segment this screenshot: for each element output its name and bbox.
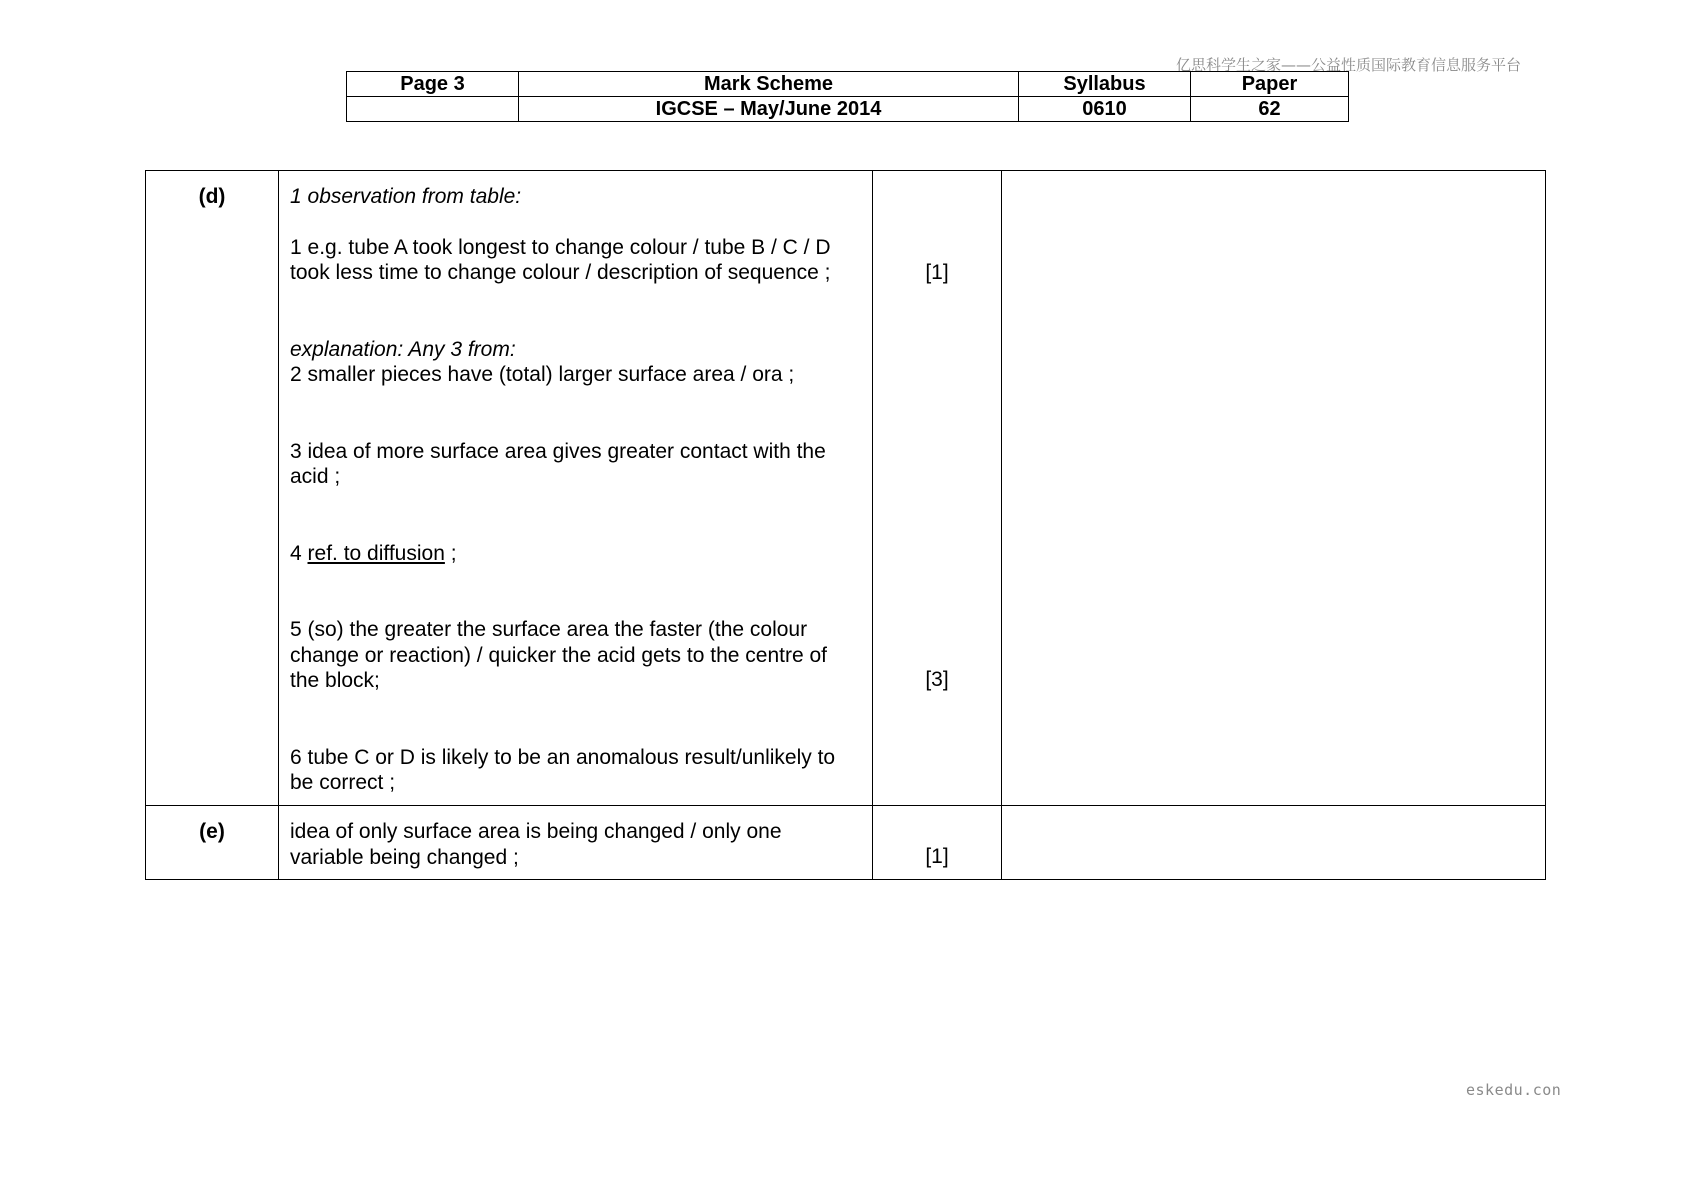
point-2: 2 smaller pieces have (total) larger surface area / ora ; bbox=[290, 363, 795, 386]
mark-d-2: [3] bbox=[925, 668, 949, 691]
question-label-d: (d) bbox=[146, 171, 279, 806]
table-row bbox=[146, 806, 1546, 880]
marks-cell-e bbox=[873, 806, 1002, 880]
table-row bbox=[146, 171, 1546, 806]
mark-scheme-table bbox=[145, 170, 1546, 880]
point-4-prefix: 4 bbox=[290, 541, 308, 565]
paper-number: 62 bbox=[1191, 97, 1349, 122]
page-number: Page 3 bbox=[347, 72, 519, 97]
explanation-heading: explanation: Any 3 from: bbox=[290, 337, 516, 361]
answer-cell-d bbox=[279, 171, 873, 806]
syllabus-code: 0610 bbox=[1019, 97, 1191, 122]
point-4 bbox=[290, 541, 860, 567]
point-1: 1 e.g. tube A took longest to change colour / tube B / C / D took less time to change colour / description of sequence ; bbox=[290, 235, 831, 284]
marks-cell-d bbox=[873, 171, 1002, 806]
blank-cell bbox=[347, 97, 519, 122]
point-4-underlined: ref. to diffusion bbox=[307, 541, 445, 565]
exam-session: IGCSE – May/June 2014 bbox=[519, 97, 1019, 122]
point-3: 3 idea of more surface area gives greater contact with the acid ; bbox=[290, 439, 826, 488]
watermark-bottom: eskedu.con bbox=[1466, 1081, 1562, 1099]
header-table bbox=[346, 71, 1349, 122]
question-label-e: (e) bbox=[146, 806, 279, 880]
answer-cell-e bbox=[279, 806, 873, 880]
syllabus-label: Syllabus bbox=[1019, 72, 1191, 97]
document-title: Mark Scheme bbox=[519, 72, 1019, 97]
mark-d-1: [1] bbox=[925, 261, 949, 284]
guidance-cell-e bbox=[1002, 806, 1546, 880]
point-5: 5 (so) the greater the surface area the faster (the colour change or reaction) / quicker the acid gets to the centre of the block; bbox=[290, 618, 827, 692]
point-4-suffix: ; bbox=[444, 541, 457, 565]
watermark-top: 亿思科学生之家——公益性质国际教育信息服务平台 bbox=[1176, 56, 1522, 74]
guidance-cell-d bbox=[1002, 171, 1546, 806]
paper-label: Paper bbox=[1191, 72, 1349, 97]
mark-e: [1] bbox=[925, 845, 949, 868]
point-6: 6 tube C or D is likely to be an anomalous result/unlikely to be correct ; bbox=[290, 745, 836, 794]
answer-e: idea of only surface area is being changed / only one variable being changed ; bbox=[290, 820, 782, 869]
observation-intro: 1 observation from table: bbox=[290, 185, 522, 208]
